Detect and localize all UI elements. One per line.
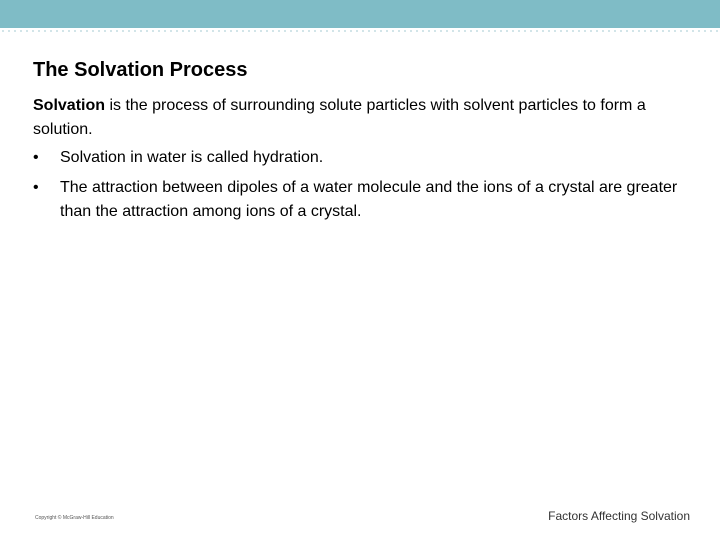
intro-term: Solvation [33,97,106,114]
header-dot-pattern [0,28,720,34]
bullet-item [33,176,683,224]
bullet-item [33,146,683,170]
bullet-text: The attraction between dipoles of a water molecule and the ions of a crystal are greater than the attraction among ions of a crystal. [60,179,678,220]
intro-paragraph [33,94,673,142]
copyright-notice: Copyright © McGraw-Hill Education [35,515,114,521]
header-band [0,0,720,28]
bullet-list [33,146,683,230]
intro-text: is the process of surrounding solute particles with solvent particles to form a solution. [33,97,646,138]
slide-title: The Solvation Process [33,59,248,81]
bullet-marker: • [33,179,39,196]
footer-section-title: Factors Affecting Solvation [548,509,690,523]
bullet-marker: • [33,149,39,166]
bullet-text: Solvation in water is called hydration. [60,149,324,166]
